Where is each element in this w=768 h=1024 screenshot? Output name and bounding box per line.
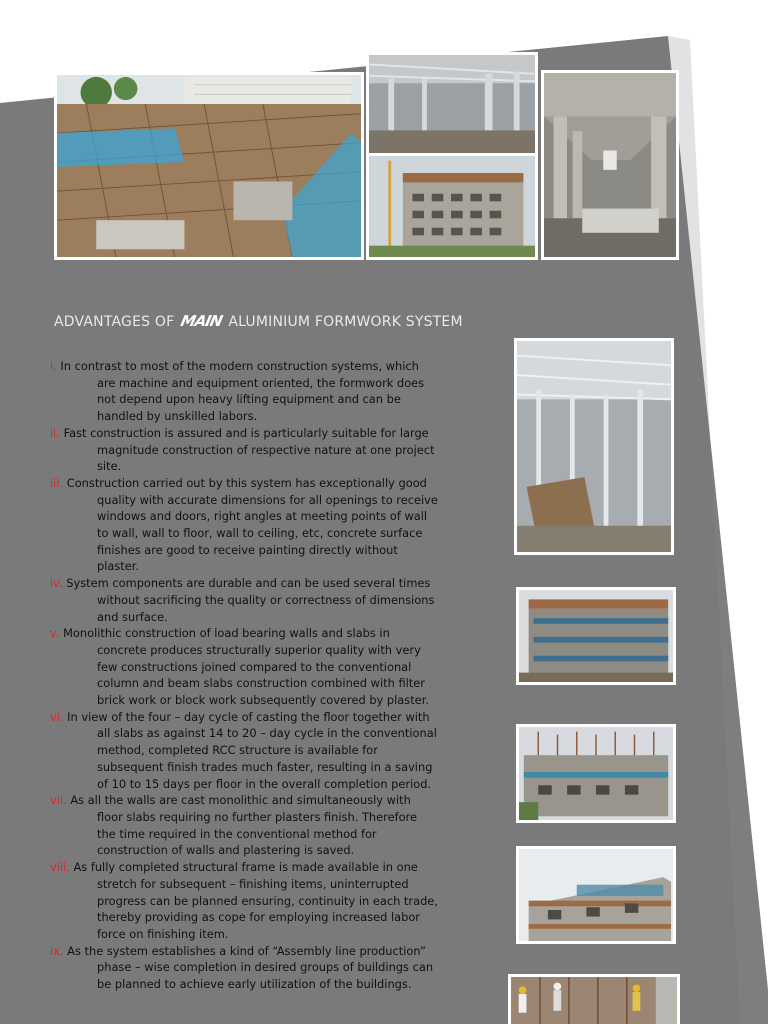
advantage-first-line xyxy=(50,575,480,592)
brand-logo: MAIN xyxy=(179,312,224,330)
advantage-continuation-line: all slabs as against 14 to 20 – day cycle in the conventional xyxy=(97,726,437,741)
advantage-first-line xyxy=(50,859,480,876)
advantage-continuation-line: subsequent finish trades much faster, resulting in a saving xyxy=(97,759,433,774)
advantage-continuation-line: construction of walls and plastering is saved. xyxy=(97,843,355,858)
advantage-item xyxy=(50,625,480,709)
advantage-numeral: viii. xyxy=(50,860,70,875)
photo-building-blue-frame xyxy=(516,587,676,685)
advantage-numeral: iii. xyxy=(50,475,64,490)
advantage-numeral: ii. xyxy=(50,425,60,440)
advantages-list xyxy=(50,358,480,993)
advantage-item xyxy=(50,425,480,475)
photo-formwork-interior-columns xyxy=(366,52,538,156)
advantage-item xyxy=(50,859,480,943)
advantage-continuation-line: be planned to achieve early utilization of the buildings. xyxy=(97,977,412,992)
advantage-first-line xyxy=(50,358,480,375)
photo-formwork-panels-interior xyxy=(514,338,674,555)
advantage-continuation-line: of 10 to 15 days per floor in the overall completion period. xyxy=(97,776,432,791)
advantage-item xyxy=(50,709,480,793)
advantage-item xyxy=(50,792,480,859)
advantage-continuation-line: concrete produces structurally superior quality with very xyxy=(97,642,421,657)
advantage-continuation-line: are machine and equipment oriented, the formwork does xyxy=(97,375,425,390)
advantage-first-line xyxy=(50,943,480,960)
photo-building-corner-slab xyxy=(516,846,676,944)
advantage-first-line xyxy=(50,625,480,642)
advantage-first-line xyxy=(50,709,480,726)
advantage-lead-text: As all the walls are cast monolithic and simultaneously with xyxy=(70,793,411,808)
photo-building-rebar-top xyxy=(516,724,676,823)
advantage-continuation-line: to wall, wall to floor, wall to ceiling, etc, concrete surface xyxy=(97,526,423,541)
advantage-first-line xyxy=(50,792,480,809)
section-heading xyxy=(54,312,463,330)
advantage-continuation-line: method, completed RCC structure is available for xyxy=(97,743,378,758)
advantage-item xyxy=(50,943,480,993)
advantage-numeral: iv. xyxy=(50,576,63,591)
advantage-lead-text: In contrast to most of the modern construction systems, which xyxy=(60,359,419,373)
advantage-lead-text: As the system establishes a kind of “Assembly line production” xyxy=(67,943,426,958)
advantage-continuation-line: the time required in the conventional method for xyxy=(97,826,377,841)
advantage-lead-text: As fully completed structural frame is made available in one xyxy=(73,860,418,875)
advantage-numeral: vi. xyxy=(50,709,64,724)
advantage-continuation-line: windows and doors, right angles at meeting points of wall xyxy=(97,509,428,524)
advantage-first-line xyxy=(50,475,480,492)
advantage-numeral: v. xyxy=(50,626,60,641)
advantage-continuation-line: phase – wise completion in desired groups of buildings can xyxy=(97,960,434,975)
advantage-continuation-line: finishes are good to receive painting directly without xyxy=(97,542,398,557)
advantage-numeral: vii. xyxy=(50,793,67,808)
advantage-lead-text: In view of the four – day cycle of casting the floor together with xyxy=(67,709,430,724)
advantage-lead-text: Construction carried out by this system has exceptionally good xyxy=(66,475,427,490)
advantage-continuation-line: magnitude construction of respective nature at one project xyxy=(97,442,435,457)
advantage-continuation-line: force on finishing item. xyxy=(97,926,229,941)
advantage-continuation-line: progress can be planned ensuring, continuity in each trade, xyxy=(97,893,438,908)
heading-prefix: ADVANTAGES OF xyxy=(54,314,175,330)
heading-suffix: ALUMINIUM FORMWORK SYSTEM xyxy=(228,314,463,330)
advantage-numeral: i. xyxy=(50,359,57,373)
advantage-continuation-line: column and beam slabs construction combined with filter xyxy=(97,676,425,691)
photo-concrete-corridor xyxy=(541,70,679,260)
advantage-lead-text: System components are durable and can be used several times xyxy=(66,576,431,591)
advantage-lead-text: Fast construction is assured and is particularly suitable for large xyxy=(63,425,429,440)
advantage-continuation-line: brick work or block work subsequently covered by plaster. xyxy=(97,693,429,708)
photo-site-rebar-overview xyxy=(54,72,364,260)
advantage-item xyxy=(50,575,480,625)
advantage-continuation-line: plaster. xyxy=(97,559,140,574)
advantage-continuation-line: stretch for subsequent – finishing items, uninterrupted xyxy=(97,876,409,891)
photo-building-under-construction xyxy=(366,153,538,260)
advantage-continuation-line: quality with accurate dimensions for all openings to receive xyxy=(97,492,438,507)
advantage-continuation-line: site. xyxy=(97,459,122,474)
advantage-item xyxy=(50,475,480,575)
advantage-continuation-line: not depend upon heavy lifting equipment and can be xyxy=(97,392,401,407)
advantage-first-line xyxy=(50,425,480,442)
advantage-continuation-line: without sacrificing the quality or correctness of dimensions xyxy=(97,592,435,607)
advantage-continuation-line: thereby providing as cope for employing increased labor xyxy=(97,910,420,925)
advantage-numeral: ix. xyxy=(50,943,64,958)
photo-workers-on-site xyxy=(508,974,680,1024)
advantage-lead-text: Monolithic construction of load bearing walls and slabs in xyxy=(63,626,390,641)
advantage-item xyxy=(50,358,480,425)
advantage-continuation-line: and surface. xyxy=(97,609,168,624)
advantage-continuation-line: few constructions joined compared to the conventional xyxy=(97,659,412,674)
advantage-continuation-line: floor slabs requiring no further plasters finish. Therefore xyxy=(97,809,417,824)
advantage-continuation-line: handled by unskilled labors. xyxy=(97,409,258,424)
